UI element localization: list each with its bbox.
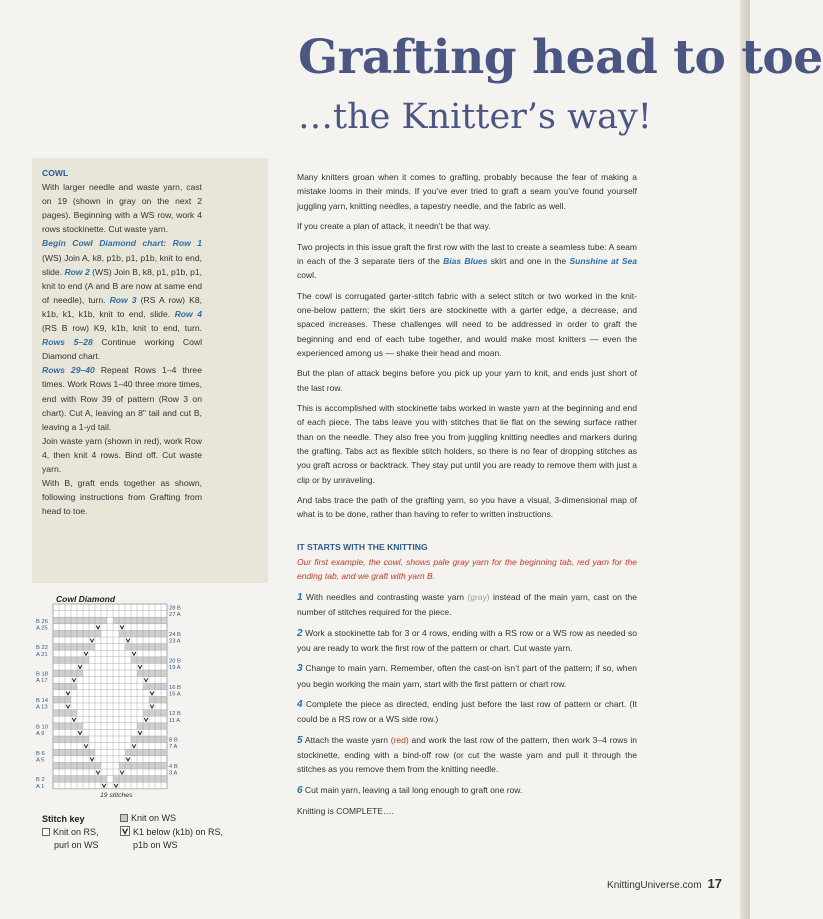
chart-cell-shaded [71, 657, 77, 664]
chart-cell-shaded [131, 736, 137, 743]
chart-cell-shaded [59, 617, 65, 624]
chart-cell-shaded [71, 670, 77, 677]
chart-cell-shaded [113, 776, 119, 783]
chart-cell-shaded [71, 749, 77, 756]
chart-cell-shaded [149, 723, 155, 730]
key-k1b-label: K1 below (k1b) on RS, [133, 827, 224, 837]
gray-square-icon [120, 814, 128, 822]
rows-5-28-label: Rows 5–28 [42, 337, 93, 348]
chart-row-label-left: B 18 [36, 671, 48, 678]
step-6 [297, 783, 637, 798]
step-3-text: Change to main yarn. Remember, often the cast-on isn’t part of the pattern; if so, when you begin working the main yarn, start with the first pattern or chart row. [297, 663, 637, 689]
chart-cell-shaded [155, 657, 161, 664]
chart-cell-shaded [131, 776, 137, 783]
stitch-key [42, 812, 85, 826]
chart-cell-shaded [137, 617, 143, 624]
chart-cell-shaded [59, 749, 65, 756]
chart-cell-shaded [125, 749, 131, 756]
chart-cell-shaded [89, 749, 95, 756]
chart-cell-shaded [119, 762, 125, 769]
step-5-number: 5 [297, 734, 303, 746]
chart-cell-shaded [119, 617, 125, 624]
sunshine-at-sea-link: Sunshine at Sea [569, 255, 637, 266]
chart-cell-shaded [131, 644, 137, 651]
step-3-number: 3 [297, 663, 303, 675]
chart-cell-shaded [155, 644, 161, 651]
chart-row-label-left: B 10 [36, 724, 48, 731]
chart-row-label-left: B 22 [36, 645, 48, 652]
chart-cell-shaded [77, 657, 83, 664]
section-heading: IT STARTS WITH THE KNITTING [297, 541, 428, 552]
chart-cell-shaded [137, 657, 143, 664]
graft-text: With B, graft ends together as shown, following instructions from Grafting from head to toe. [42, 478, 202, 517]
chart-cell-shaded [125, 617, 131, 624]
chart-cell-shaded [137, 670, 143, 677]
chart-cell-shaded [131, 762, 137, 769]
chart-row-label-left: B 6 [36, 750, 45, 757]
key-knit-rs-label: Knit on RS, [53, 827, 99, 837]
chart-cell-shaded [143, 776, 149, 783]
chart-cell-shaded [161, 683, 167, 690]
chart-cell-shaded [155, 670, 161, 677]
step-4-text: Complete the piece as directed, ending just before the last row of pattern or chart. (It could be a RS row or a WS side row.) [297, 699, 637, 725]
row2-text: (WS) Join B, k8, p1, p1b, p1, knit to end (A and B are now at same end of needle), turn. [42, 266, 203, 305]
chart-cell-shaded [161, 749, 167, 756]
chart-cell-shaded [161, 630, 167, 637]
row4-label: Row 4 [174, 308, 202, 319]
step-2-text: Work a stockinette tab for 3 or 4 rows, ending with a RS row or a WS row as needed so you are ready to work the first row of the pattern or chart. Cut waste yarn. [297, 627, 637, 653]
row4-text: (RS B row) K9, k1b, knit to end, turn. [42, 323, 202, 334]
chart-cell-shaded [59, 696, 65, 703]
chart-title: Cowl Diamond [56, 594, 116, 604]
chart-cell-shaded [155, 736, 161, 743]
rows-29-40-block [42, 363, 202, 433]
chart-cell-shaded [71, 723, 77, 730]
chart-cell-shaded [71, 736, 77, 743]
begin-chart-label: Begin Cowl Diamond chart: Row 1 [42, 238, 202, 249]
chart-cell-shaded [53, 776, 59, 783]
row1-text: (WS) Join A, k8, p1b, p1, p1b, knit to end, slide. [42, 252, 202, 277]
chart-cell-shaded [149, 762, 155, 769]
article-subtitle: …the Knitter’s way! [298, 97, 652, 137]
key-knit-ws-label: Knit on WS [131, 813, 177, 823]
chart-cell-shaded [119, 776, 125, 783]
chart-cell-shaded [53, 657, 59, 664]
chart-cell-shaded [161, 776, 167, 783]
key-knit-rs-label-2: purl on WS [54, 840, 99, 850]
chart-cell-shaded [143, 630, 149, 637]
chart-cell-shaded [161, 670, 167, 677]
chart-cell-shaded [131, 657, 137, 664]
chart-row-label-right: 24 B [169, 632, 181, 638]
step-4-number: 4 [297, 699, 303, 711]
projects-text-a: Two projects in this issue graft the first row with the last to create a seamless tube: A seam in each of the 3 separate tiers of the [297, 241, 637, 266]
bias-blues-link: Bias Blues [443, 255, 488, 266]
chart-row-label-right: 15 A [169, 691, 181, 698]
chart-cell-shaded [71, 630, 77, 637]
chart-cell-shaded [155, 762, 161, 769]
chart-cell-shaded [89, 644, 95, 651]
step-1-gray: (gray) [467, 591, 490, 602]
chart-cell-shaded [65, 657, 71, 664]
row3-label: Row 3 [109, 294, 137, 305]
chart-cell-shaded [125, 776, 131, 783]
chart-cell-shaded [137, 736, 143, 743]
chart-cell-shaded [89, 630, 95, 637]
chart-cell-shaded [143, 670, 149, 677]
chart-cell-shaded [59, 736, 65, 743]
chart-row-label-right: 12 B [169, 711, 181, 718]
chart-cell-shaded [125, 644, 131, 651]
chart-cell-shaded [83, 749, 89, 756]
tabs-trace-paragraph: And tabs trace the path of the grafting yarn, so you have a visual, 3-dimensional map of what is to be done, rather than having to refer to written instructions. [297, 495, 637, 520]
step-5-red: (red) [390, 734, 409, 745]
chart-cell-shaded [149, 670, 155, 677]
chart-cell-shaded [59, 710, 65, 717]
chart-cell-shaded [59, 683, 65, 690]
chart-cell-shaded [77, 776, 83, 783]
chart-cell-shaded [71, 644, 77, 651]
chart-cell-shaded [53, 617, 59, 624]
chart-cell-shaded [137, 749, 143, 756]
step-2-number: 2 [297, 627, 303, 639]
chart-cell-shaded [143, 762, 149, 769]
chart-cell-shaded [143, 657, 149, 664]
chart-cell-shaded [65, 776, 71, 783]
chart-cell-shaded [77, 670, 83, 677]
chart-cell-shaded [143, 710, 149, 717]
chart-cell-shaded [95, 776, 101, 783]
chart-cell-shaded [65, 683, 71, 690]
intro-paragraph: Many knitters groan when it comes to grafting, probably because the fear of making a mistake looms in their minds. If you’ve ever tried to graft a seam you’ve found yourself juggling yarn, knitting needles, a tapestry needle, and the fabric as well. [297, 172, 637, 211]
chart-cell-shaded [65, 644, 71, 651]
chart-cell-shaded [143, 617, 149, 624]
chart-cell-shaded [161, 736, 167, 743]
chart-cell-shaded [65, 670, 71, 677]
chart-cell-shaded [113, 617, 119, 624]
chart-cell-shaded [131, 630, 137, 637]
chart-cell-shaded [161, 617, 167, 624]
chart-cell-shaded [83, 657, 89, 664]
chart-cell-shaded [149, 644, 155, 651]
chart-cell-shaded [89, 776, 95, 783]
chart-cell-shaded [59, 723, 65, 730]
chart-cell-shaded [95, 617, 101, 624]
chart-cell-shaded [149, 617, 155, 624]
chart-left-labels [36, 619, 49, 790]
key-knit-rs [42, 826, 99, 852]
chart-row-label-right: 4 B [169, 764, 178, 770]
chart-cell-shaded [77, 762, 83, 769]
chart-row-label-right: 11 A [169, 717, 181, 724]
step-5 [297, 733, 637, 777]
chart-cell-shaded [155, 696, 161, 703]
chart-row-label-left: B 26 [36, 618, 48, 625]
tabs-paragraph: This is accomplished with stockinette tabs worked in waste yarn at the beginning and end of each piece. The tabs leave you with stitches that lie flat on the sewing surface rather than on the needle. They also free you from juggling knitting needles and markers during the grafting. Tabs act as flexible stitch holders, so there is no fear of dropping stitches as you graft across or backtrack. They stay put until you are ready to remove them with just a clip or by unraveling. [297, 403, 637, 485]
chart-row-label-left: A 9 [36, 731, 45, 737]
chart-cell-shaded [137, 762, 143, 769]
key-k1b [120, 826, 223, 852]
cowl-diamond-chart [36, 604, 206, 792]
chart-cell-shaded [149, 776, 155, 783]
chart-cell-shaded [137, 644, 143, 651]
key-knit-ws [120, 812, 176, 825]
chart-row-label-right: 7 A [169, 744, 178, 751]
chart-cell-shaded [83, 644, 89, 651]
chart-cell-shaded [89, 617, 95, 624]
chart-cell-shaded [125, 630, 131, 637]
chart-cell-shaded [53, 683, 59, 690]
chart-cell-shaded [155, 723, 161, 730]
chart-row-label-right: 20 B [169, 658, 181, 665]
chart-cell-shaded [65, 736, 71, 743]
projects-paragraph [297, 240, 637, 283]
chart-cell-shaded [65, 762, 71, 769]
chart-cell-shaded [59, 657, 65, 664]
chart-row-label-right: 28 B [169, 605, 181, 612]
chart-cell-shaded [155, 749, 161, 756]
chart-cell-shaded [119, 630, 125, 637]
page-footer [607, 876, 722, 891]
chart-cell-shaded [137, 776, 143, 783]
chart-cell-shaded [53, 736, 59, 743]
row3-text: (RS A row) K8, k1b, k1, k1b, knit to end, slide. [42, 294, 202, 319]
projects-text-c: cowl. [297, 270, 317, 281]
chart-cell-shaded [53, 710, 59, 717]
chart-cell-shaded [59, 670, 65, 677]
chart-cell-shaded [95, 630, 101, 637]
closing-line: Knitting is COMPLETE…. [297, 806, 394, 817]
plan-begins-paragraph: But the plan of attack begins before you pick up your yarn to knit, and ends just short of the last row. [297, 368, 637, 393]
article-title: Grafting head to toe [298, 30, 823, 85]
chart-cell-shaded [155, 630, 161, 637]
chart-right-labels [169, 606, 181, 777]
chart-cell-shaded [59, 776, 65, 783]
chart-cell-shaded [143, 749, 149, 756]
cowl-heading: COWL [42, 168, 69, 178]
chart-cell-shaded [161, 762, 167, 769]
chart-cell-shaded [137, 723, 143, 730]
chart-cell-shaded [71, 776, 77, 783]
step-1-text-a: With needles and contrasting waste yarn [302, 591, 468, 602]
chart-cell-shaded [77, 723, 83, 730]
chart-cell-shaded [53, 723, 59, 730]
chart-cell-shaded [65, 710, 71, 717]
chart-cell-shaded [77, 617, 83, 624]
chart-cell-shaded [77, 630, 83, 637]
chart-cell-shaded [53, 696, 59, 703]
chart-grid [53, 604, 167, 789]
cowl-instructions [42, 166, 202, 518]
step-6-number: 6 [297, 784, 303, 796]
chart-cell-shaded [71, 710, 77, 717]
chart-cell-shaded [101, 617, 107, 624]
chart-cell-shaded [149, 683, 155, 690]
chart-row-label-left: A 13 [36, 704, 48, 711]
chart-row-label-right: 27 A [169, 612, 181, 619]
chart-cell-shaded [77, 644, 83, 651]
article-body [297, 170, 637, 825]
step-3 [297, 661, 637, 691]
plan-paragraph: If you create a plan of attack, it needn’t be that way. [297, 221, 491, 232]
step-5-text-a: Attach the waste yarn [302, 734, 391, 745]
cowl-cast-on-text: With larger needle and waste yarn, cast on 19 (shown in gray on the next 2 pages). Beginning with a WS row, work 4 rows stockinette. Cut waste yarn. [42, 182, 202, 235]
step-4 [297, 697, 637, 727]
chart-cell-shaded [71, 762, 77, 769]
chart-cell-shaded [89, 762, 95, 769]
chart-cell-shaded [65, 723, 71, 730]
chart-cell-shaded [53, 630, 59, 637]
chart-cell-shaded [59, 630, 65, 637]
chart-cell-shaded [53, 644, 59, 651]
chart-cell-shaded [161, 657, 167, 664]
chart-row-label-left: A 21 [36, 651, 48, 658]
chart-cell-shaded [83, 736, 89, 743]
chart-row-label-right: 23 A [169, 638, 181, 645]
chart-cell-shaded [77, 749, 83, 756]
chart-cell-shaded [95, 762, 101, 769]
cowl-description-paragraph: The cowl is corrugated garter-stitch fabric with a select stitch or two worked in the knit-one-below pattern; the skirt tiers are stockinette with a garter edge, a decrease, and spaced increases. These challenges will need to be addressed in order to graft the beginning and end of each tube together, and would make most knitters — even the experienced among us — shake their head and moan. [297, 290, 637, 358]
chart-cell-shaded [65, 617, 71, 624]
chart-cell-shaded [161, 710, 167, 717]
chart-row-label-left: A 5 [36, 757, 45, 764]
chart-row-label-right: 16 B [169, 684, 181, 691]
white-square-icon [42, 828, 50, 836]
step-1 [297, 590, 637, 620]
chart-stitch-count: 19 stitches [100, 792, 133, 799]
step-2 [297, 626, 637, 656]
chart-cell-shaded [65, 630, 71, 637]
chart-cell-shaded [155, 683, 161, 690]
chart-cell-shaded [65, 696, 71, 703]
rows-29-40-label: Rows 29–40 [42, 365, 95, 376]
chart-cell-shaded [161, 696, 167, 703]
chart-cell-shaded [125, 762, 131, 769]
chart-row-label-left: B 14 [36, 698, 48, 704]
projects-text-b: skirt and one in the [487, 255, 570, 266]
chart-cell-shaded [59, 644, 65, 651]
chart-cell-shaded [149, 736, 155, 743]
chart-row-label-left: A 25 [36, 625, 48, 632]
chart-cell-shaded [161, 644, 167, 651]
chart-row-label-right: 8 B [169, 737, 178, 744]
chart-row-label-right: 19 A [169, 665, 181, 671]
chart-cell-shaded [143, 644, 149, 651]
chart-cell-shaded [137, 630, 143, 637]
chart-row-label-left: B 2 [36, 777, 45, 784]
row2-label: Row 2 [64, 266, 90, 277]
chart-cell-shaded [83, 630, 89, 637]
chart-cell-shaded [149, 657, 155, 664]
chart-cell-shaded [155, 776, 161, 783]
chart-cell-shaded [59, 762, 65, 769]
cowl-chart-rows [42, 236, 202, 363]
chart-cell-shaded [83, 776, 89, 783]
chart-cell-shaded [77, 736, 83, 743]
page-gutter-shadow [740, 0, 750, 919]
chart-cell-shaded [155, 617, 161, 624]
step-1-text-b: instead of the main yarn, cast on the number of stitches required for the piece. [297, 591, 637, 618]
chart-cell-shaded [83, 762, 89, 769]
chart-cell-shaded [71, 683, 77, 690]
chart-cell-shaded [149, 749, 155, 756]
chart-cell-shaded [101, 776, 107, 783]
chart-cell-shaded [71, 617, 77, 624]
chart-cell-shaded [143, 683, 149, 690]
chart-cell-shaded [155, 710, 161, 717]
chart-cell-shaded [131, 617, 137, 624]
waste-yarn-text: Join waste yarn (shown in red), work Row 4, then knit 4 rows. Bind off. Cut waste yarn. [42, 435, 202, 474]
chart-cell-shaded [149, 710, 155, 717]
chart-cell-shaded [149, 696, 155, 703]
chart-row-label-right: 3 A [169, 770, 178, 777]
step-6-text: Cut main yarn, leaving a tail long enough to graft one row. [302, 784, 523, 795]
section-lead: Our first example, the cowl, shows pale gray yarn for the beginning tab, red yarn for the ending tab, and we graft with yarn B. [297, 556, 637, 582]
stitch-key-title: Stitch key [42, 814, 85, 824]
step-1-number: 1 [297, 591, 303, 603]
chart-cell-shaded [53, 762, 59, 769]
chart-cell-shaded [65, 749, 71, 756]
page-number: 17 [707, 876, 722, 891]
chart-cell-shaded [161, 723, 167, 730]
chart-row-label-left: A 17 [36, 678, 48, 685]
rows-5-28-text: Continue working Cowl Diamond chart. [42, 337, 202, 362]
key-k1b-label-2: p1b on WS [133, 840, 178, 850]
chart-cell-shaded [131, 749, 137, 756]
chart-cell-shaded [83, 617, 89, 624]
chart-row-label-left: A 1 [36, 783, 45, 790]
chart-cell-shaded [53, 749, 59, 756]
chart-cell-shaded [143, 723, 149, 730]
k1b-v-icon [120, 826, 130, 836]
rows-29-40-text: Repeat Rows 1–4 three times. Work Rows 1–40 three more times, end with Row 39 of pattern (Row 3 on chart). Cut A, leaving an 8" tail and cut B, leaving a 1-yd tail. [42, 365, 202, 432]
chart-cell-shaded [143, 736, 149, 743]
chart-cell-shaded [149, 630, 155, 637]
chart-cell-shaded [53, 670, 59, 677]
site-name: KnittingUniverse.com [607, 880, 702, 891]
step-5-text-b: and work the last row of the pattern, then work 3–4 rows in stockinette, ending with a bind-off row (or cut the waste yarn and pull it through the stitches as you remove them from the knitting needle. [297, 734, 637, 775]
